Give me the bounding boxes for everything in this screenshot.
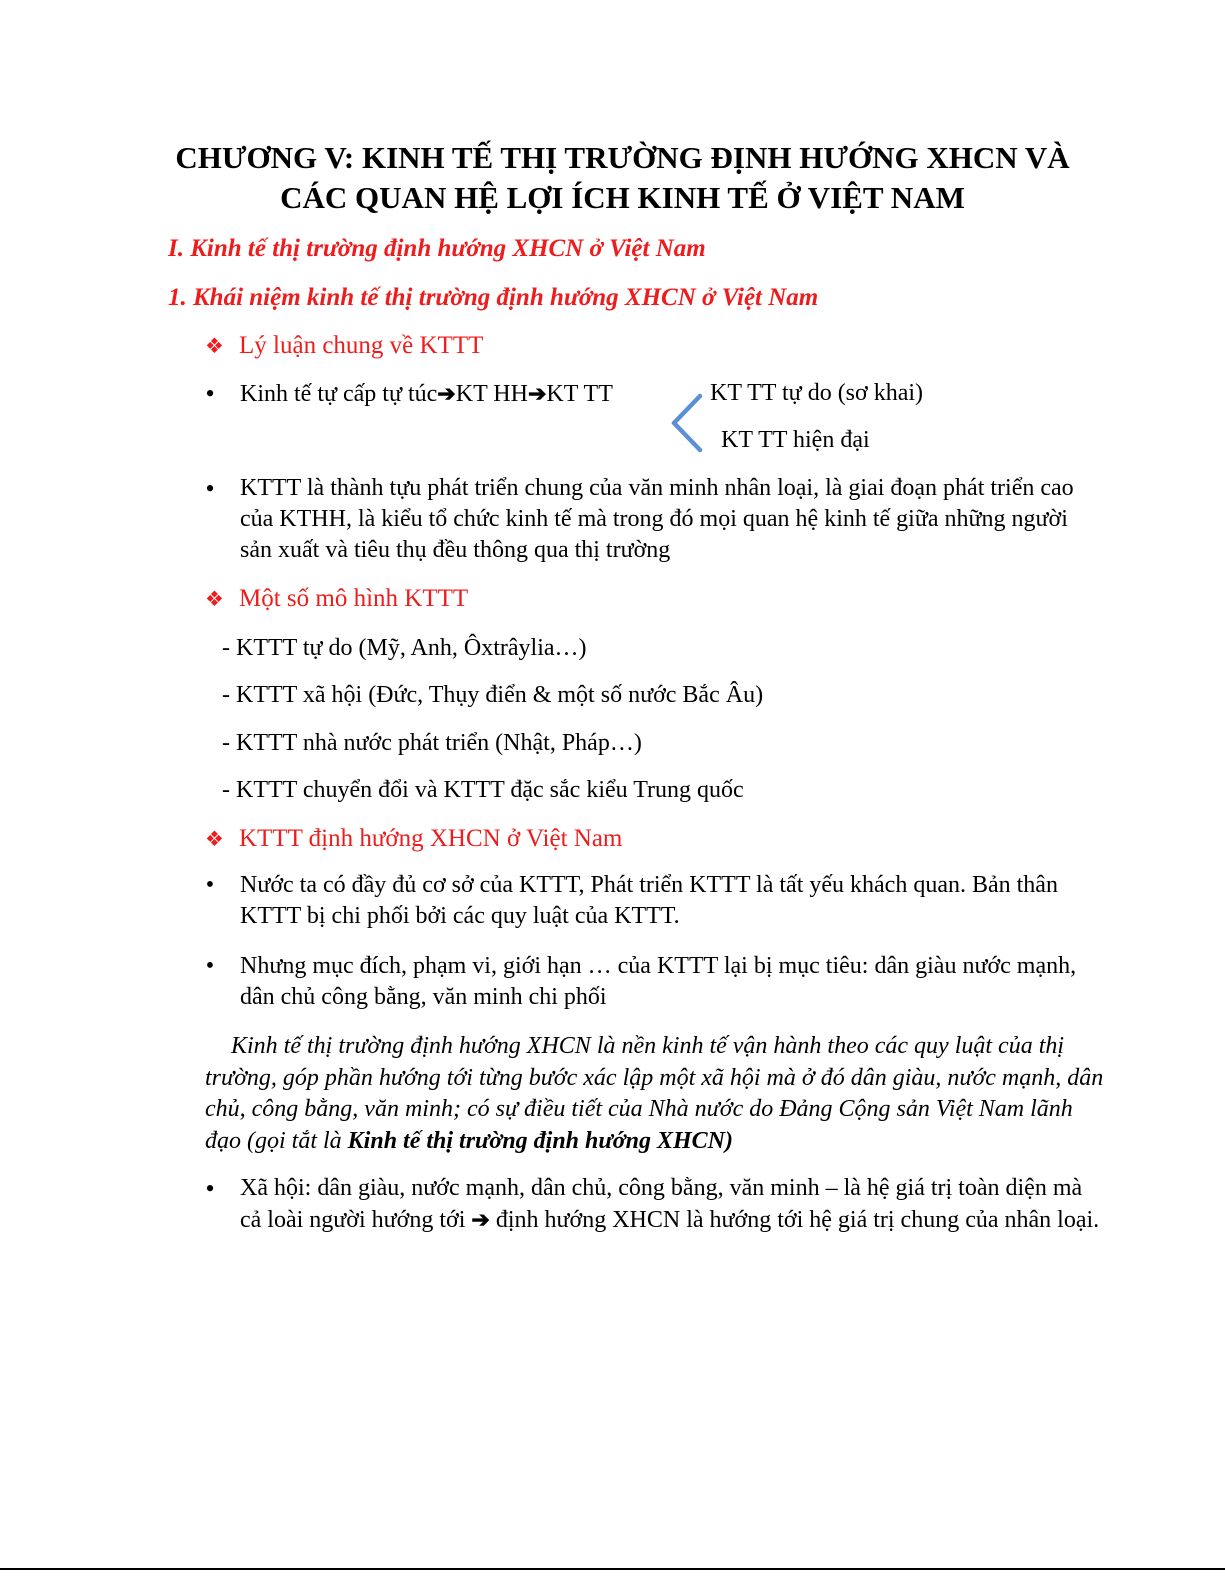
vietnam-bullet <box>200 870 1105 932</box>
branch-brace-icon <box>666 392 710 454</box>
diamond-bullet-icon: ❖ <box>205 334 224 358</box>
models-heading <box>205 583 468 615</box>
diamond-bullet-icon: ❖ <box>205 827 224 851</box>
vietnam-heading-text: KTTT định hướng XHCN ở Việt Nam <box>239 825 623 852</box>
society-values-part-2: định hướng XHCN là hướng tới hệ giá trị chung của nhân loại. <box>489 1207 1100 1233</box>
chain-step-3: KT TT <box>546 381 613 407</box>
model-item: - KTTT tự do (Mỹ, Anh, Ôxtrâylia…) <box>222 635 587 661</box>
arrow-right-icon: ➔ <box>527 381 547 406</box>
model-item: - KTTT xã hội (Đức, Thụy điển & một số nước Bắc Âu) <box>222 682 764 708</box>
arrow-right-icon: ➔ <box>471 1207 490 1232</box>
arrow-right-icon: ➔ <box>437 381 456 406</box>
model-item: - KTTT nhà nước phát triển (Nhật, Pháp…) <box>222 730 642 756</box>
branch-top: KT TT tự do (sơ khai) <box>710 380 924 406</box>
model-item: - KTTT chuyển đổi và KTTT đặc sắc kiểu Trung quốc <box>222 777 744 803</box>
kttt-definition-text: KTTT là thành tựu phát triển chung của văn minh nhân loại, là giai đoạn phát triển cao của KTHH, là kiểu tổ chức kinh tế mà trong đó mọi quan hệ kinh tế giữa những người sản xuất và tiêu thụ đều thông qua thị trường <box>240 475 1074 563</box>
bullet-icon: • <box>205 379 215 408</box>
bullet-icon: • <box>205 953 215 979</box>
page-title <box>140 138 1105 218</box>
market-economy-definition <box>205 1031 1110 1157</box>
vietnam-heading <box>205 823 622 855</box>
branch-bottom: KT TT hiện đại <box>721 427 870 453</box>
chain-step-2: KT HH <box>455 381 528 407</box>
subsection-heading: 1. Khái niệm kinh tế thị trường định hướng XHCN ở Việt Nam <box>168 284 819 311</box>
vietnam-bullet-text: Nước ta có đầy đủ cơ sở của KTTT, Phát triển KTTT là tất yếu khách quan. Bản thân KTTT bị chi phối bởi các quy luật của KTTT. <box>240 872 1058 929</box>
theory-heading <box>205 330 483 362</box>
vietnam-bullet <box>200 951 1105 1013</box>
page-title-line-2: CÁC QUAN HỆ LỢI ÍCH KINH TẾ Ở VIỆT NAM <box>280 180 965 215</box>
society-values-text <box>240 1173 1105 1236</box>
bullet-icon: • <box>205 872 215 898</box>
bullet-icon: • <box>205 474 215 503</box>
page-title-line-1: CHƯƠNG V: KINH TẾ THỊ TRƯỜNG ĐỊNH HƯỚNG XHCN VÀ <box>175 140 1070 175</box>
society-values-part-1: Xã hội: dân giàu, nước mạnh, dân chủ, công bằng, văn minh – là hệ giá trị toàn diện mà cả loài người hướng tới <box>240 1175 1083 1233</box>
diamond-bullet-icon: ❖ <box>205 587 224 611</box>
definition-term: Kinh tế thị trường định hướng XHCN) <box>347 1127 733 1154</box>
society-values-item <box>200 1173 1105 1236</box>
chain-step-1: Kinh tế tự cấp tự túc <box>240 381 438 407</box>
section-heading: I. Kinh tế thị trường định hướng XHCN ở Việt Nam <box>168 235 706 262</box>
definition-text: Kinh tế thị trường định hướng XHCN là nền kinh tế vận hành theo các quy luật của thị trường, góp phần hướng tới từng bước xác lập một xã hội mà ở đó dân giàu, nước mạnh, dân chủ, công bằng, văn minh; có sự điều tiết của Nhà nước do Đảng Cộng sản Việt Nam lãnh đạo (gọi tắt là <box>205 1033 1104 1154</box>
page-bottom-rule <box>0 1568 1225 1570</box>
theory-heading-text: Lý luận chung về KTTT <box>239 332 484 359</box>
vietnam-bullet-text: Nhưng mục đích, phạm vi, giới hạn … của KTTT lại bị mục tiêu: dân giàu nước mạnh, dân chủ công bằng, văn minh chi phối <box>240 953 1077 1010</box>
economy-chain-item <box>200 378 1105 410</box>
kttt-definition-item <box>200 473 1105 566</box>
bullet-icon: • <box>205 1174 215 1203</box>
models-heading-text: Một số mô hình KTTT <box>239 585 469 612</box>
